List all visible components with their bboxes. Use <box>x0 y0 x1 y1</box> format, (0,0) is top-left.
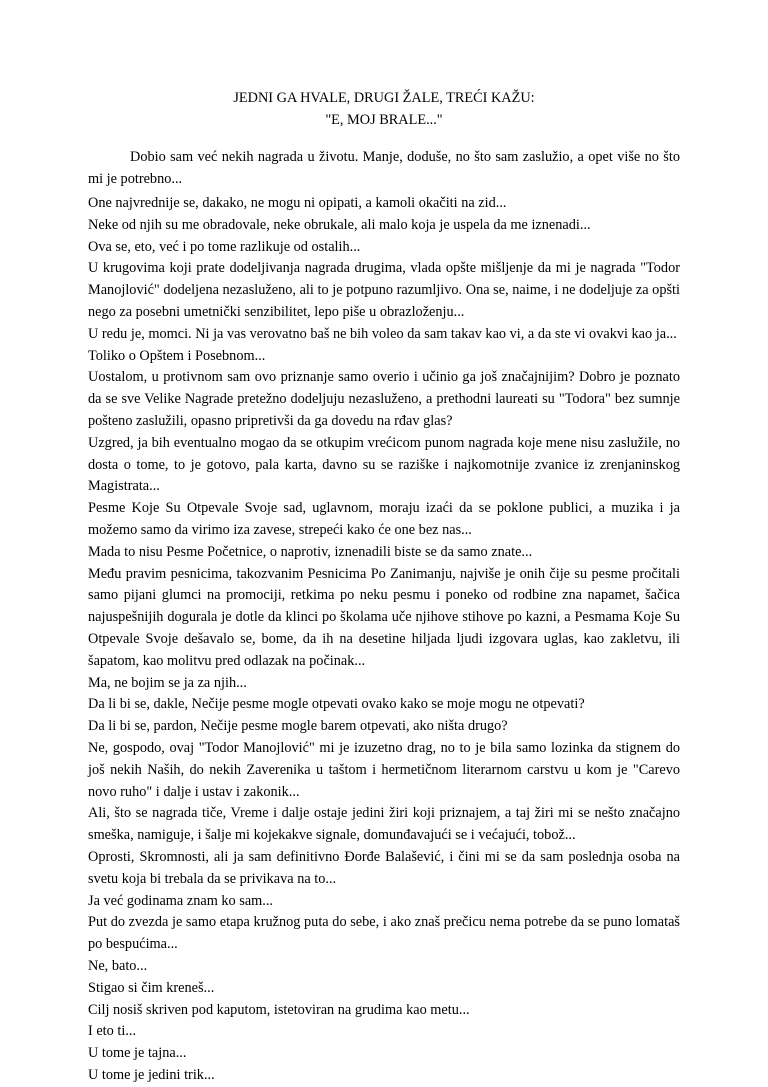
paragraph: Cilj nosiš skriven pod kaputom, istetoviran na grudima kao metu... <box>88 1001 470 1018</box>
paragraph: Mada to nisu Pesme Početnice, o naprotiv, iznenadili biste se da samo znate... <box>88 543 533 560</box>
paragraph: U redu je, momci. Ni ja vas verovatno baš ne bih voleo da sam takav kao vi, a da ste vi ovakvi kao ja... <box>88 325 677 342</box>
paragraph: Da li bi se, pardon, Nečije pesme mogle barem otpevati, ako ništa drugo? <box>88 718 508 735</box>
paragraph: One najvrednije se, dakako, ne mogu ni opipati, a kamoli okačiti na zid... <box>88 195 507 212</box>
paragraph: Oprosti, Skromnosti, ali ja sam definitivno Đorđe Balašević, i čini mi se da sam poslednja osoba na svetu koja bi trebala da se privikava na to... <box>88 848 680 887</box>
paragraph: Ne, bato... <box>88 957 148 974</box>
paragraph: Ova se, eto, već i po tome razlikuje od ostalih... <box>88 238 361 255</box>
paragraph: Neke od njih su me obradovale, neke obrukale, ali malo koja je uspela da me iznenadi... <box>88 216 591 233</box>
paragraph: I eto ti... <box>88 1023 137 1040</box>
paragraph: Ma, ne bojim se ja za njih... <box>88 674 247 691</box>
paragraph: U tome je tajna... <box>88 1045 187 1062</box>
paragraph: Dobio sam već nekih nagrada u životu. Manje, doduše, no što sam zaslužio, a opet više no što mi je potrebno... <box>88 149 680 188</box>
document-body <box>88 147 680 1086</box>
paragraph: U tome je jedini trik... <box>88 1066 215 1083</box>
paragraph: Pesme Koje Su Otpevale Svoje sad, uglavnom, moraju izaći da se poklone publici, a muzika i ja možemo samo da virimo iza zavese, strepeći kako će one bez nas... <box>88 500 680 538</box>
paragraph: Ne, gospodo, ovaj "Todor Manojlović" mi je izuzetno drag, no to je bila samo lozinka da stignem do još nekih Naših, do nekih Zaverenika u taštom i hermetičnom literarnom carstvu u kom je "Carevo novo ruho" i dalje i ustav i zakonik... <box>88 739 680 800</box>
paragraph: Da li bi se, dakle, Nečije pesme mogle otpevati ovako kako se moje mogu ne otpevati? <box>88 696 585 713</box>
paragraph: Stigao si čim kreneš... <box>88 979 215 996</box>
document-title <box>88 88 680 131</box>
paragraph: Put do zvezda je samo etapa kružnog puta do sebe, i ako znaš prečicu nema potrebe da se puno lomataš po bespućima... <box>88 914 680 953</box>
paragraph: Uzgred, ja bih eventualno mogao da se otkupim vrećicom punom nagrada koje mene nisu zaslužile, no dosta o tome, to je gotovo, pala karta, davno su se raziške i najkomotnije zvanice iz zrenjaninskog Magistrata... <box>88 434 680 495</box>
title-line-1: JEDNI GA HVALE, DRUGI ŽALE, TREĆI KAŽU: <box>233 90 535 106</box>
title-line-2: "E, MOJ BRALE..." <box>325 111 443 128</box>
paragraph: Toliko o Opštem i Posebnom... <box>88 347 266 364</box>
paragraph: Ja već godinama znam ko sam... <box>88 892 274 909</box>
paragraph: Među pravim pesnicima, takozvanim Pesnicima Po Zanimanju, najviše je onih čije su pesme pročitali samo pijani glumci na promociji, retkima po neku pesmu i poneko od rodbine zna napamet, šačica najuspešnijih dogurala je dotle da klinci po školama uče njihove stihove po kazni, a Pesmama Koje Su Otpevale Svoje dešavalo se, bome, da ih na desetine hiljada ljudi izgovara uglas, kao zakletvu, ili šapatom, kao molitvu pred odlazak na počinak... <box>88 565 680 669</box>
paragraph: U krugovima koji prate dodeljivanja nagrada drugima, vlada opšte mišljenje da mi je nagrada "Todor Manojlović" dodeljena nezasluženo, ali to je potpuno razumljivo. Ona se, naime, i ne dodeljuje za opšti nego za posebni umetnički senzibilitet, lepo piše u obrazloženju... <box>88 260 680 321</box>
paragraph: Ali, što se nagrada tiče, Vreme i dalje ostaje jedini žiri koji priznajem, a taj žiri mi se nešto značajno smeška, namiguje, i šalje mi kojekakve signale, domunđavajući se i većajući, tobož... <box>88 805 680 844</box>
paragraph: Uostalom, u protivnom sam ovo priznanje samo overio i učinio ga još značajnijim? Dobro je poznato da se sve Velike Nagrade pretežno dodeljuju nezasluženo, a prethodni laureati su "Todora" bez sumnje pošteno zaslužili, opasno pripretivši da ga dovedu na rđav glas? <box>88 369 680 429</box>
